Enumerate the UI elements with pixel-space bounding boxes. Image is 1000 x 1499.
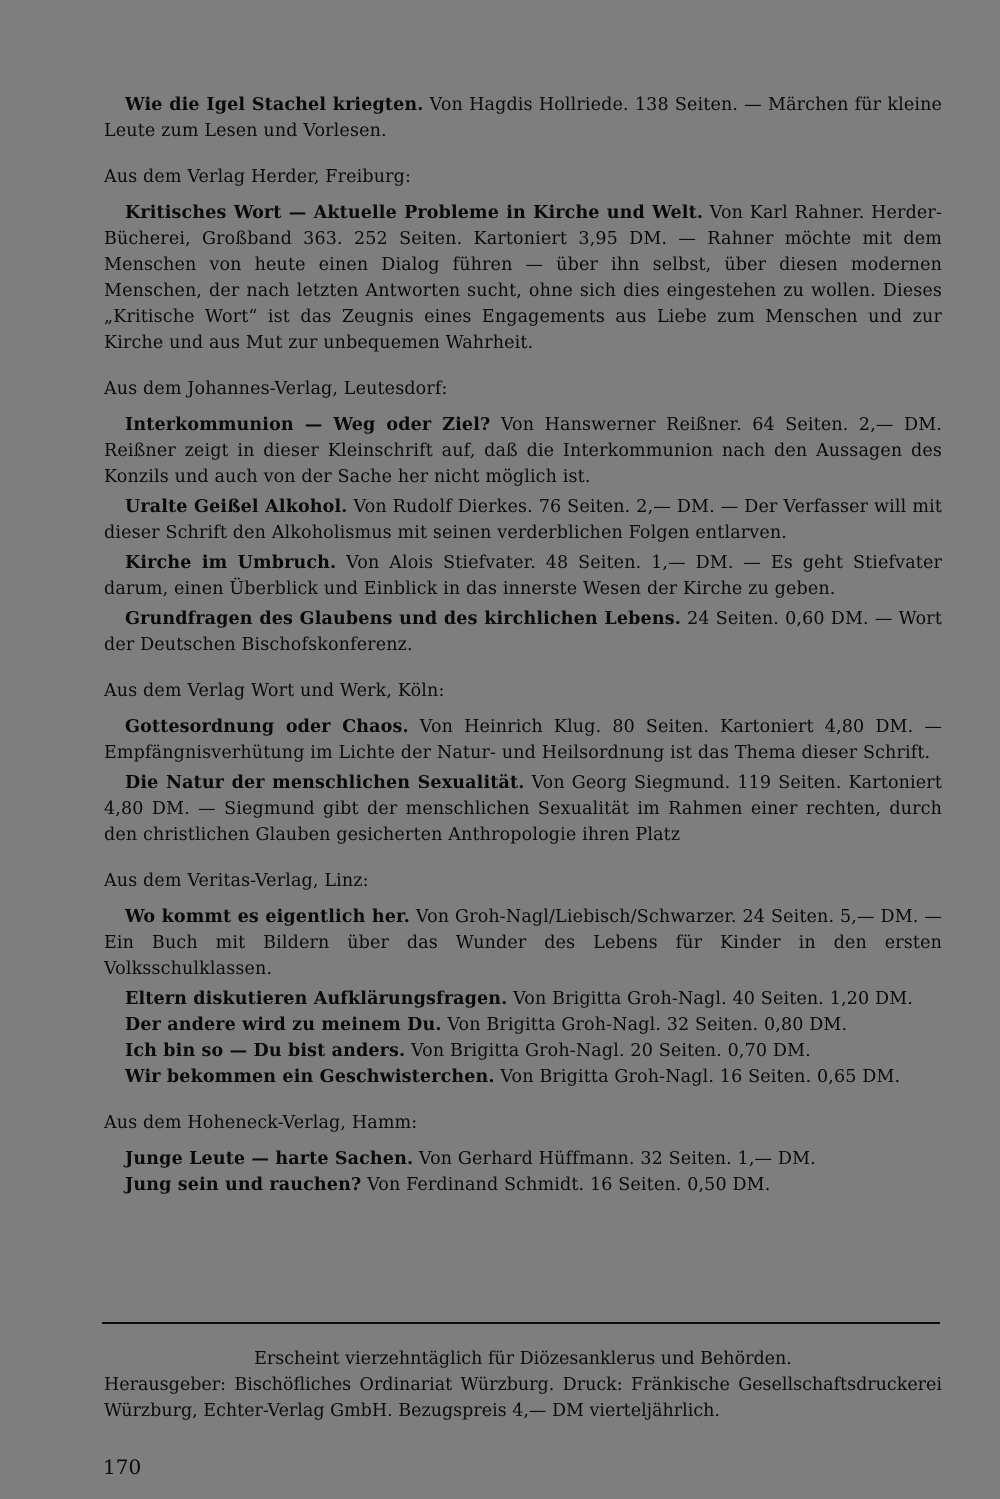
book-title: Junge Leute — harte Sachen. bbox=[125, 1149, 414, 1169]
book-title: Jung sein und rauchen? bbox=[125, 1175, 362, 1195]
book-title: Der andere wird zu meinem Du. bbox=[125, 1015, 442, 1035]
book-description: Von Georg Siegmund. 119 Seiten. Kartoniert 4,80 DM. — Siegmund gibt der menschlichen Sexualität im Rahmen einer rechten, durch den christlichen Glauben gesicherten Anthropologie ihren Platz bbox=[104, 773, 943, 845]
book-title: Grundfragen des Glaubens und des kirchlichen Lebens. bbox=[125, 609, 681, 629]
book-title: Wir bekommen ein Geschwisterchen. bbox=[125, 1067, 495, 1087]
book-description: Von Brigitta Groh-Nagl. 40 Seiten. 1,20 DM. bbox=[507, 989, 913, 1009]
book-entry bbox=[104, 412, 942, 490]
book-entry bbox=[104, 1038, 942, 1064]
page-number: 170 bbox=[103, 1455, 142, 1479]
book-entry bbox=[104, 770, 942, 848]
section-johannes bbox=[104, 376, 942, 658]
imprint-footer bbox=[104, 1346, 942, 1424]
footer-divider bbox=[102, 1322, 940, 1324]
book-title: Wo kommt es eigentlich her. bbox=[125, 907, 411, 927]
section-hoheneck bbox=[104, 1110, 942, 1198]
section-herder bbox=[104, 164, 942, 356]
publisher-heading: Aus dem Hoheneck-Verlag, Hamm: bbox=[104, 1113, 418, 1133]
book-entry bbox=[104, 550, 942, 602]
book-title: Uralte Geißel Alkohol. bbox=[125, 497, 348, 517]
book-description: Von Gerhard Hüffmann. 32 Seiten. 1,— DM. bbox=[413, 1149, 816, 1169]
book-entry bbox=[104, 904, 942, 982]
book-entry bbox=[104, 606, 942, 658]
book-entry bbox=[104, 1064, 942, 1090]
book-description: Von Alois Stiefvater. 48 Seiten. 1,— DM. — Es geht Stiefvater darum, einen Überblick und Einblick in das innerste Wesen der Kirche zu geben. bbox=[104, 553, 942, 599]
book-entry bbox=[104, 1146, 942, 1172]
book-description: Von Heinrich Klug. 80 Seiten. Kartoniert 4,80 DM. — Empfängnisverhütung im Lichte der Natur- und Heilsordnung ist das Thema dieser Schrift. bbox=[104, 717, 942, 763]
book-description: Von Hanswerner Reißner. 64 Seiten. 2,— DM. Reißner zeigt in dieser Kleinschrift auf, daß die Interkommunion nach den Aussagen des Konzils und auch von der Sache her nicht möglich ist. bbox=[104, 415, 942, 487]
book-entry bbox=[104, 92, 942, 144]
book-entry bbox=[104, 1172, 942, 1198]
section-wort-und-werk bbox=[104, 678, 942, 848]
book-description: Von Rudolf Dierkes. 76 Seiten. 2,— DM. — Der Verfasser will mit dieser Schrift den Alkoholismus mit seinen verderblichen Folgen entlarven. bbox=[104, 497, 942, 543]
book-description: Von Hagdis Hollriede. 138 Seiten. — Märchen für kleine Leute zum Lesen und Vorlesen. bbox=[104, 95, 943, 141]
publisher-heading: Aus dem Verlag Wort und Werk, Köln: bbox=[104, 681, 445, 701]
book-entry bbox=[104, 200, 942, 356]
book-description: Von Brigitta Groh-Nagl. 32 Seiten. 0,80 DM. bbox=[441, 1015, 848, 1035]
book-entry bbox=[104, 986, 942, 1012]
book-title: Wie die Igel Stachel kriegten. bbox=[125, 95, 424, 115]
publisher-heading: Aus dem Verlag Herder, Freiburg: bbox=[104, 167, 412, 187]
book-entry bbox=[104, 494, 942, 546]
publication-frequency: Erscheint vierzehntäglich für Diözesanklerus und Behörden. bbox=[254, 1349, 792, 1369]
book-title: Die Natur der menschlichen Sexualität. bbox=[125, 773, 525, 793]
publisher-heading: Aus dem Veritas-Verlag, Linz: bbox=[104, 871, 369, 891]
book-entry bbox=[104, 1012, 942, 1038]
book-description: Von Karl Rahner. Herder-Bücherei, Großband 363. 252 Seiten. Kartoniert 3,95 DM. — Rahner möchte mit dem Menschen von heute einen Dialog führen — über ihn selbst, über diesen modernen Menschen, der nach letzten Antworten sucht, ohne sich dies eingestehen zu wollen. Dieses „Kritische Wort“ ist das Zeugnis eines Engagements aus Liebe zum Menschen und zur Kirche und aus Mut zur unbequemen Wahrheit. bbox=[104, 203, 943, 353]
book-title: Interkommunion — Weg oder Ziel? bbox=[125, 415, 491, 435]
book-title: Ich bin so — Du bist anders. bbox=[125, 1041, 406, 1061]
book-description: Von Groh-Nagl/Liebisch/Schwarzer. 24 Seiten. 5,— DM. — Ein Buch mit Bildern über das Wunder des Lebens für Kinder in den ersten Volksschulklassen. bbox=[104, 907, 943, 979]
book-title: Kirche im Umbruch. bbox=[125, 553, 337, 573]
publisher-heading: Aus dem Johannes-Verlag, Leutesdorf: bbox=[104, 379, 448, 399]
book-listings bbox=[104, 92, 942, 1218]
book-description: Von Brigitta Groh-Nagl. 20 Seiten. 0,70 DM. bbox=[405, 1041, 811, 1061]
book-title: Gottesordnung oder Chaos. bbox=[125, 717, 409, 737]
section-intro bbox=[104, 92, 942, 144]
section-veritas bbox=[104, 868, 942, 1090]
book-title: Eltern diskutieren Aufklärungsfragen. bbox=[125, 989, 508, 1009]
book-title: Kritisches Wort — Aktuelle Probleme in Kirche und Welt. bbox=[125, 203, 704, 223]
publisher-info: Herausgeber: Bischöfliches Ordinariat Würzburg. Druck: Fränkische Gesellschaftsdruckerei Würzburg, Echter-Verlag GmbH. Bezugspreis 4,— DM vierteljährlich. bbox=[104, 1375, 942, 1421]
book-description: Von Ferdinand Schmidt. 16 Seiten. 0,50 DM. bbox=[361, 1175, 771, 1195]
book-description: 24 Seiten. 0,60 DM. — Wort der Deutschen Bischofskonferenz. bbox=[104, 609, 942, 655]
book-description: Von Brigitta Groh-Nagl. 16 Seiten. 0,65 DM. bbox=[494, 1067, 901, 1087]
book-entry bbox=[104, 714, 942, 766]
